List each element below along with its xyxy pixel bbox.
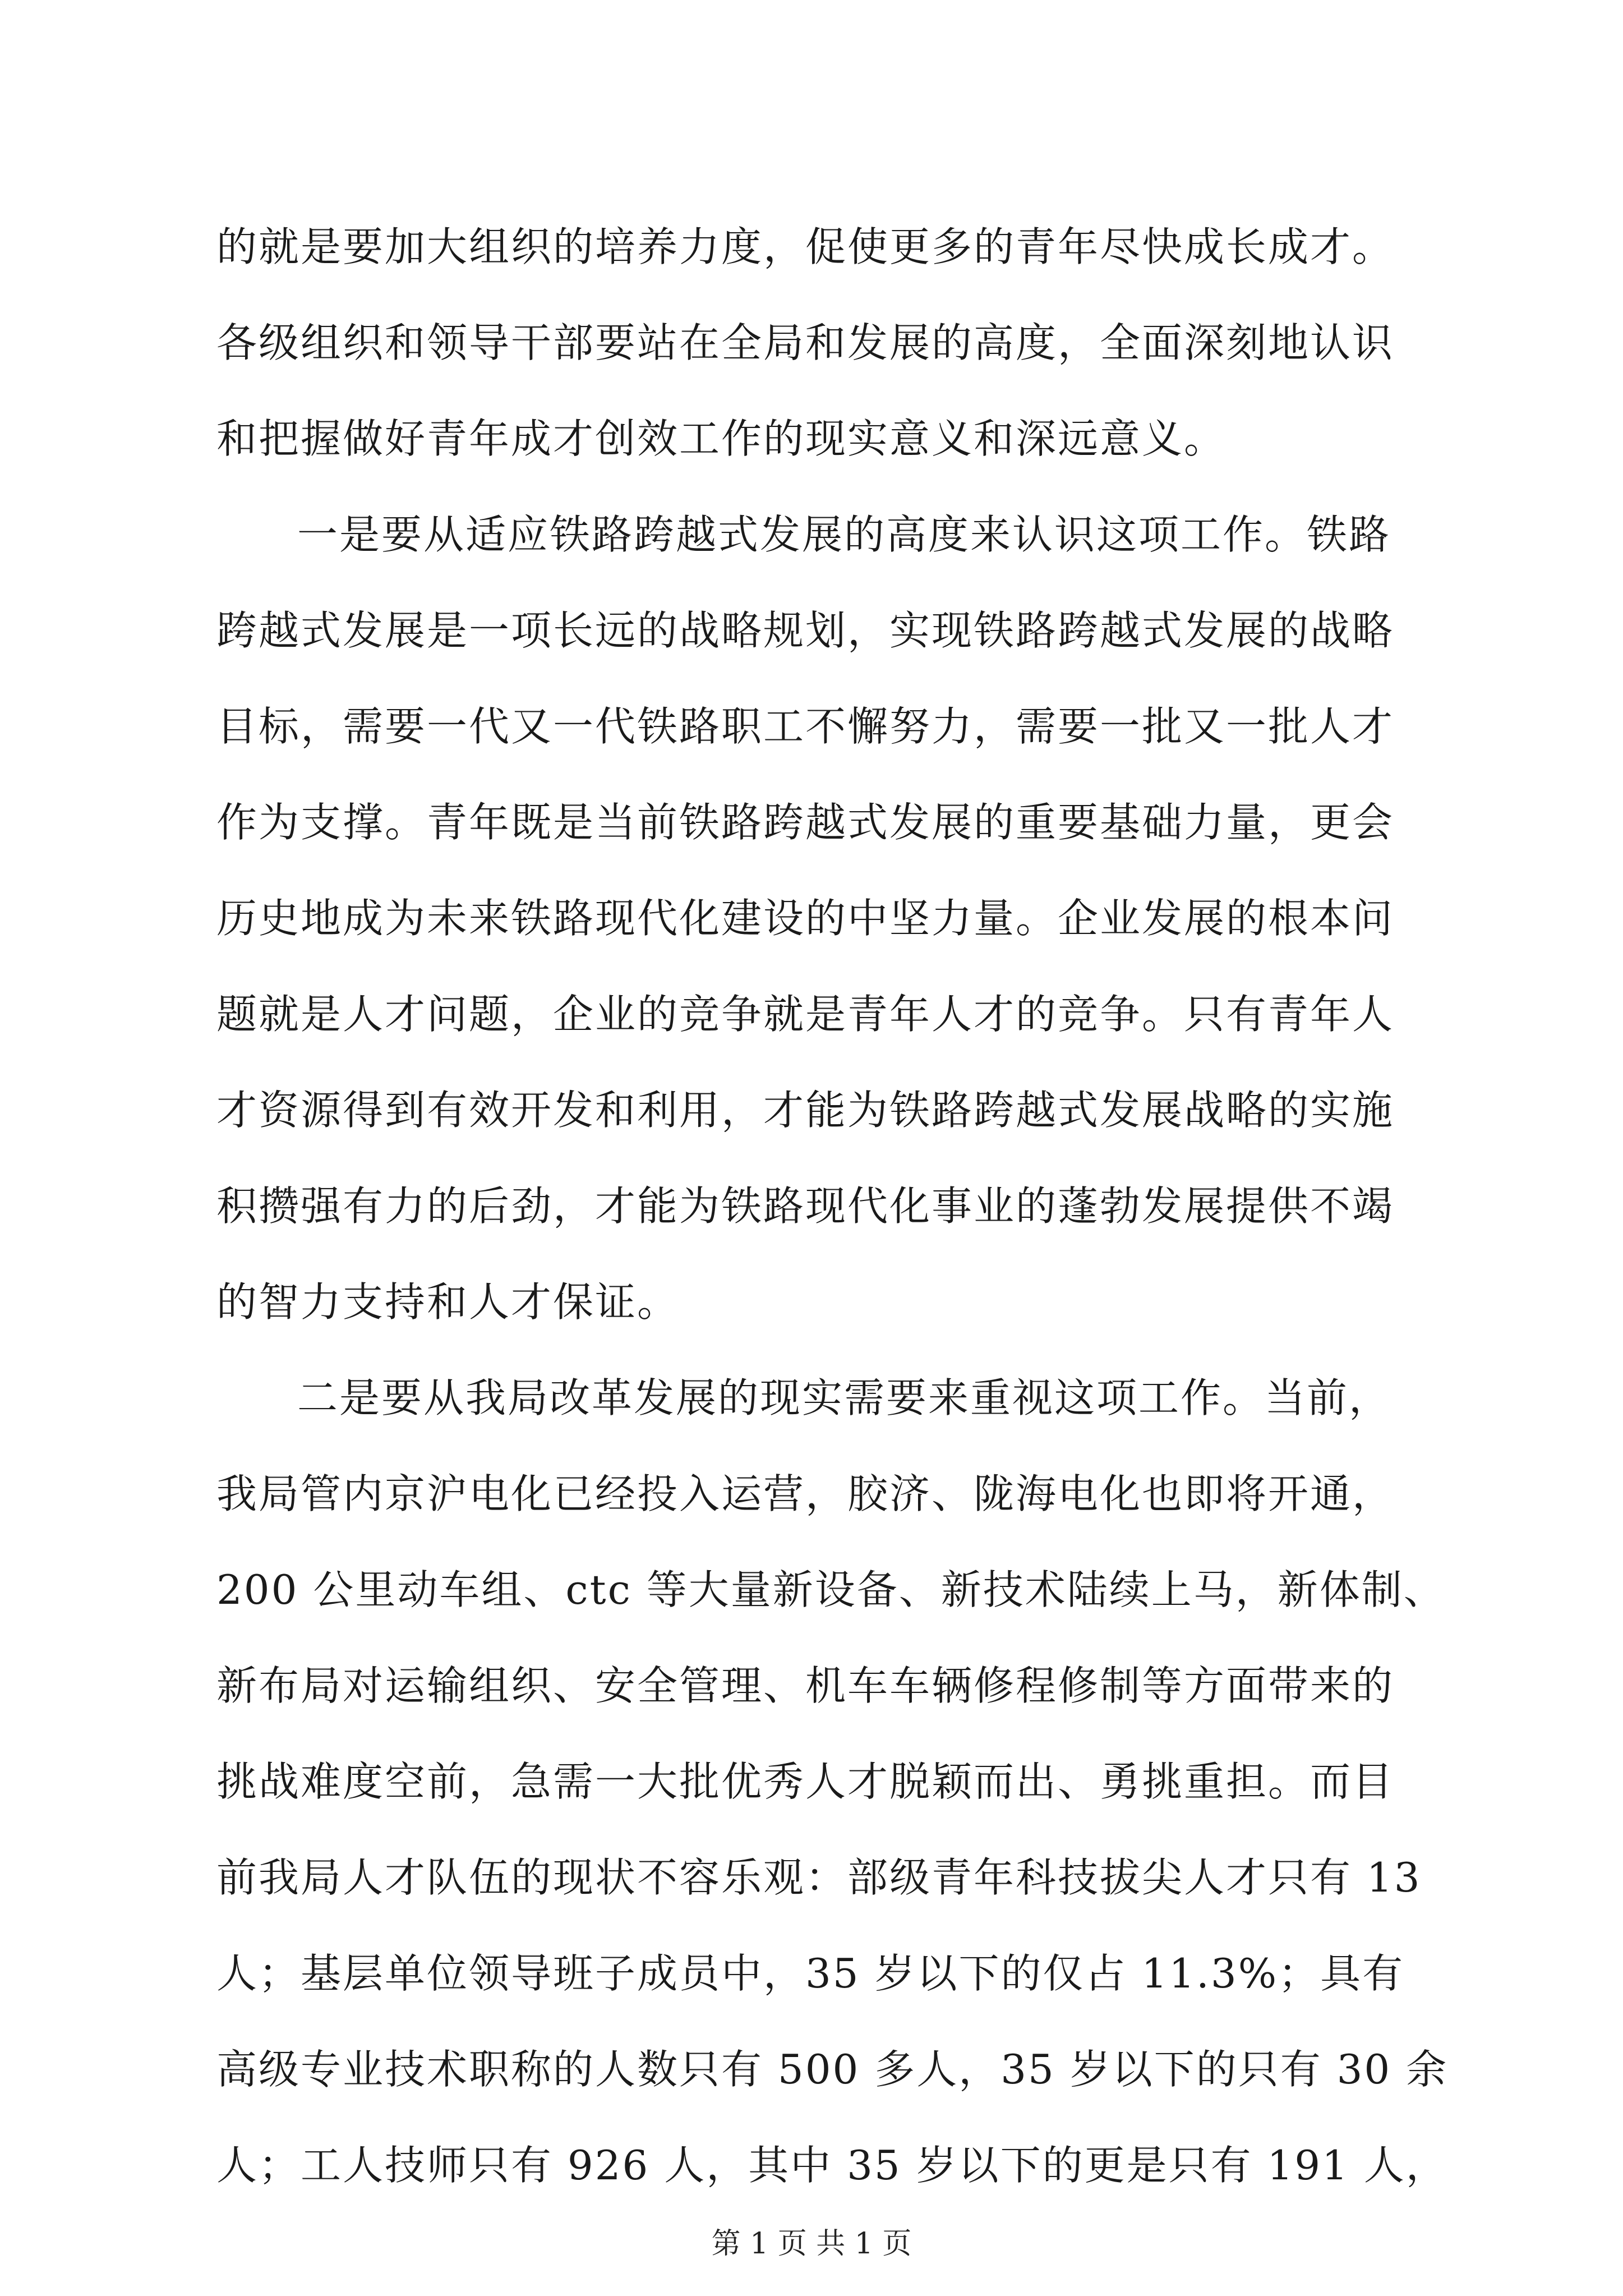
text-line-8: 历史地成为未来铁路现代化建设的中坚力量。企业发展的根本问 [216, 895, 1395, 942]
text-line-7: 作为支撑。青年既是当前铁路跨越式发展的重要基础力量，更会 [216, 799, 1395, 846]
text-line-5: 跨越式发展是一项长远的战略规划，实现铁路跨越式发展的战略 [216, 607, 1395, 654]
page-footer: 第 1 页 共 1 页 [711, 2227, 912, 2261]
text-line-19: 人；基层单位领导班子成员中，35 岁以下的仅占 11.3%；具有 [216, 1950, 1405, 1997]
text-line-15: 200 公里动车组、ctc 等大量新设备、新技术陆续上马，新体制、 [216, 1566, 1446, 1613]
paragraph-start-line: 二是要从我局改革发展的现实需要来重视这项工作。当前， [297, 1374, 1391, 1421]
text-line-11: 积攒强有力的后劲，才能为铁路现代化事业的蓬勃发展提供不竭 [216, 1182, 1395, 1230]
text-line-6: 目标，需要一代又一代铁路职工不懈努力，需要一批又一批人才 [216, 703, 1395, 750]
paragraph-start-line: 一是要从适应铁路跨越式发展的高度来认识这项工作。铁路 [297, 511, 1391, 558]
text-line-1: 的就是要加大组织的培养力度，促使更多的青年尽快成长成才。 [216, 223, 1395, 270]
text-line-2: 各级组织和领导干部要站在全局和发展的高度，全面深刻地认识 [216, 319, 1395, 366]
text-line-9: 题就是人才问题，企业的竞争就是青年人才的竞争。只有青年人 [216, 991, 1395, 1038]
text-line-17: 挑战难度空前，急需一大批优秀人才脱颖而出、勇挑重担。而目 [216, 1758, 1395, 1805]
text-line-10: 才资源得到有效开发和利用，才能为铁路跨越式发展战略的实施 [216, 1087, 1395, 1134]
text-line-18: 前我局人才队伍的现状不容乐观：部级青年科技拔尖人才只有 13 [216, 1854, 1422, 1901]
text-line-20: 高级专业技术职称的人数只有 500 多人，35 岁以下的只有 30 余 [216, 2046, 1449, 2093]
text-line-14: 我局管内京沪电化已经投入运营，胶济、陇海电化也即将开通， [216, 1470, 1395, 1517]
text-line-12: 的智力支持和人才保证。 [216, 1278, 680, 1326]
text-line-3: 和把握做好青年成才创效工作的现实意义和深远意义。 [216, 415, 1227, 462]
text-line-21: 人；工人技师只有 926 人，其中 35 岁以下的更是只有 191 人， [216, 2142, 1448, 2189]
text-line-16: 新布局对运输组织、安全管理、机车车辆修程修制等方面带来的 [216, 1662, 1395, 1709]
